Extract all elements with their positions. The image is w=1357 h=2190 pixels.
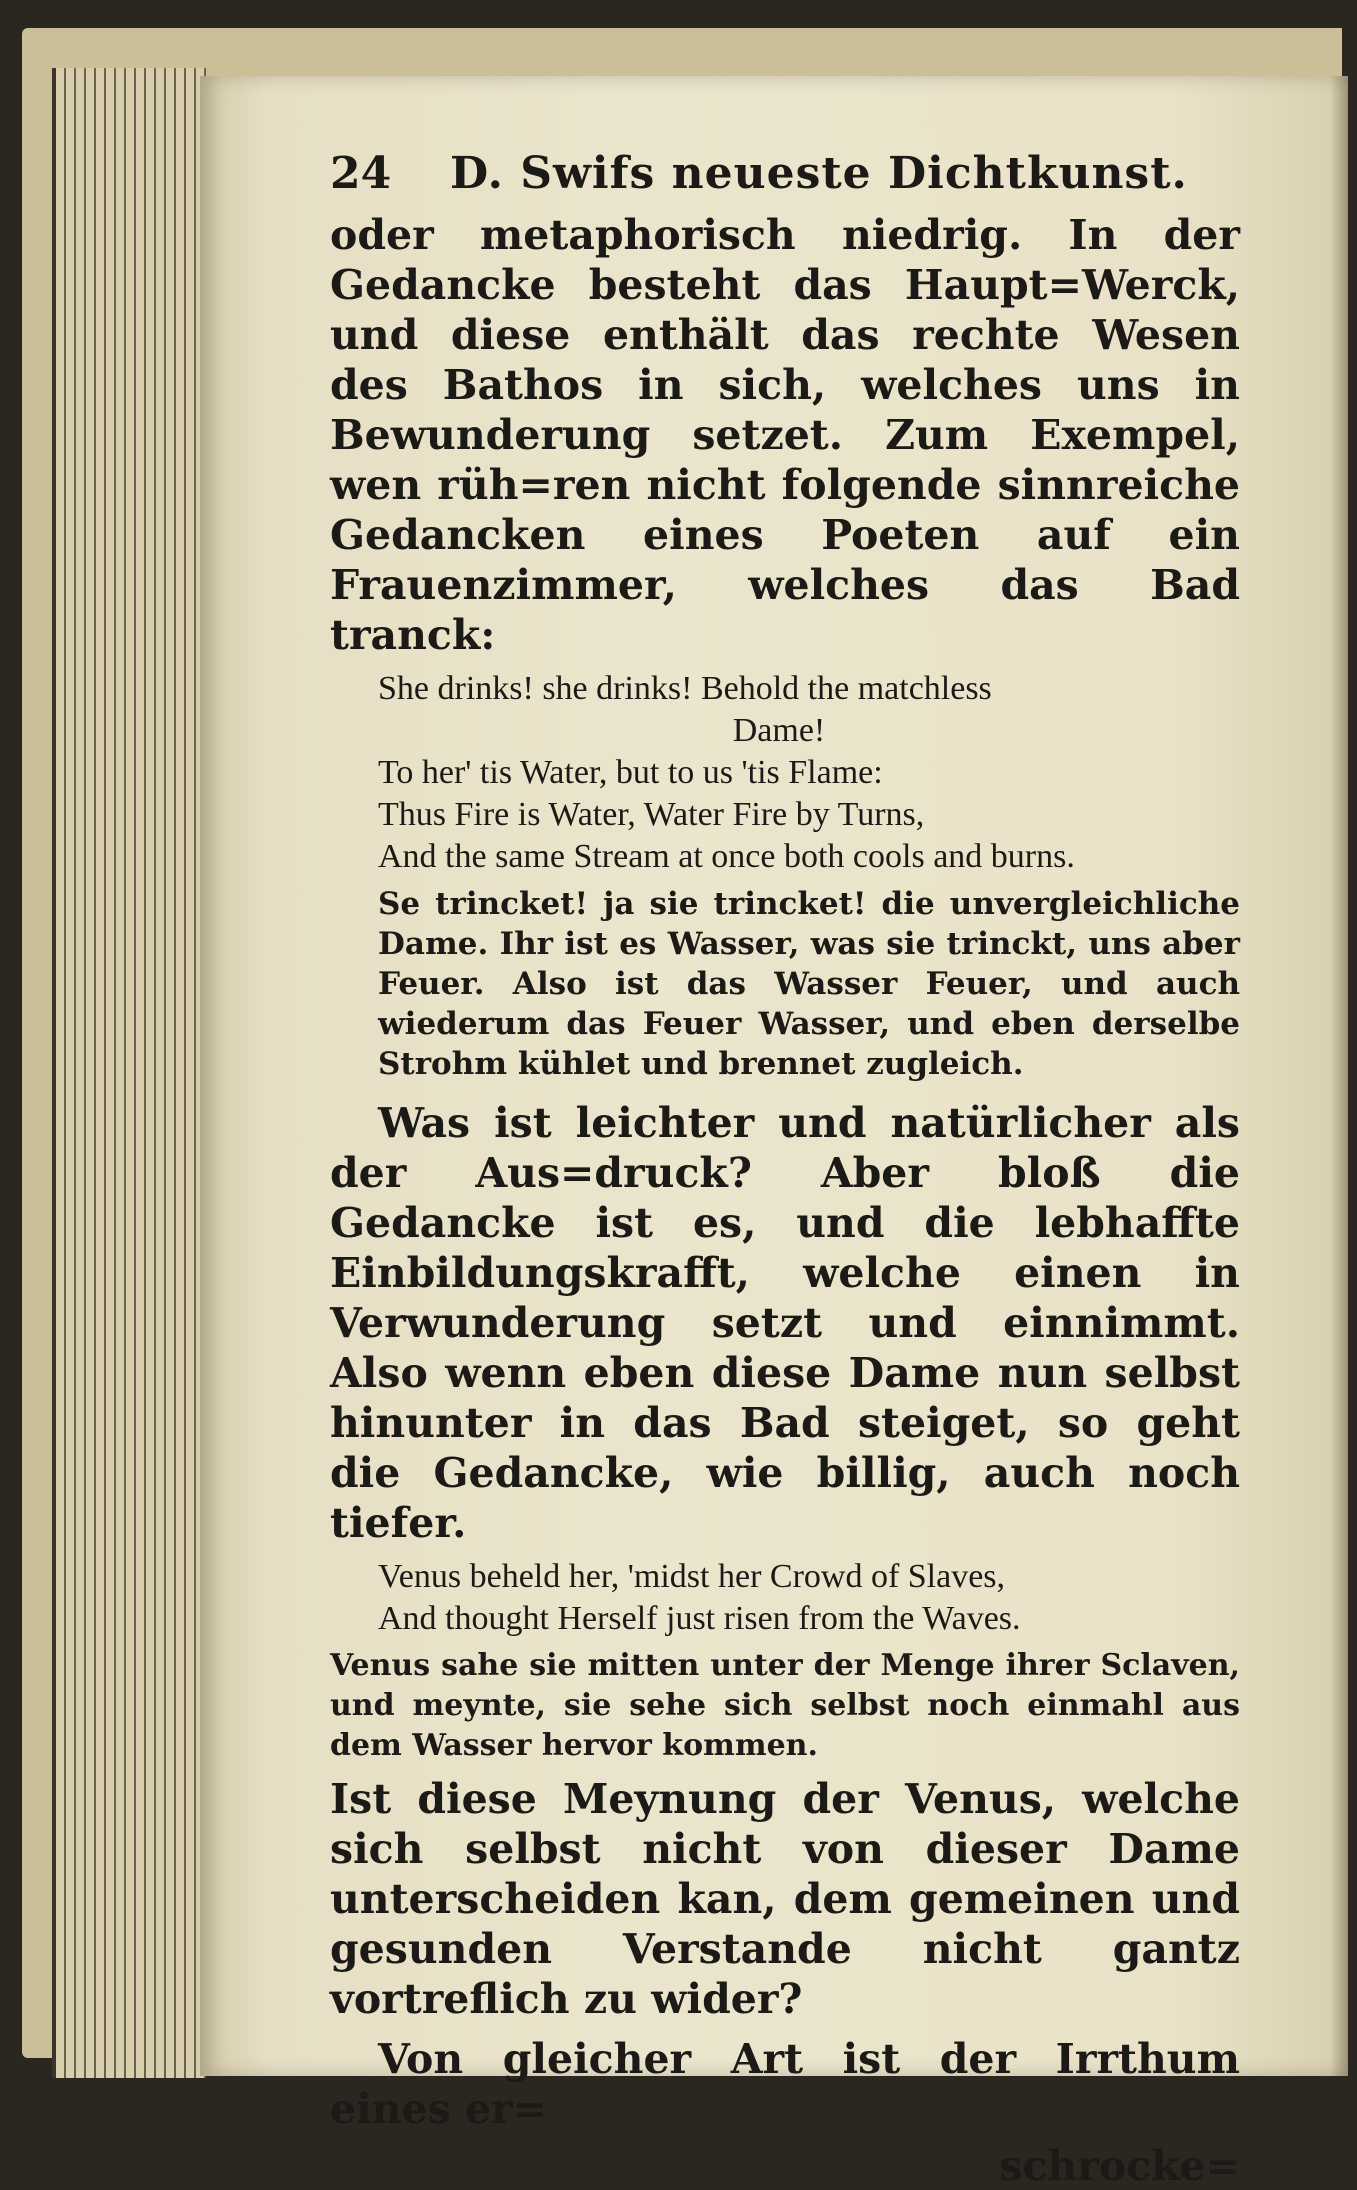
english-verse-2 <box>378 1556 1240 1640</box>
paragraph-2: Was ist leichter und natürlicher als der Aus=druck? Aber bloß die Gedancke ist es, und die lebhaffte Einbildungskrafft, welche einen in Verwunderung setzt und einnimmt. Also wenn eben diese Dame nun selbst hinunter in das Bad steiget, so geht die Gedancke, wie billig, auch noch tiefer. <box>330 1099 1240 1547</box>
page-edges <box>52 68 206 2078</box>
verse-line: And the same Stream at once both cools and burns. <box>378 838 1075 875</box>
gutter-shadow <box>1330 76 1348 2076</box>
verse-line: Thus Fire is Water, Water Fire by Turns, <box>378 796 925 833</box>
paragraph-3: Ist diese Meynung der Venus, welche sich selbst nicht von dieser Dame unterscheiden kan, dem gemeinen und gesunden Verstande nicht gantz vortreflich zu wider? <box>330 1775 1240 2023</box>
verse-line-continuation: Dame! <box>732 712 826 749</box>
english-verse-1 <box>378 668 1240 878</box>
paragraph-4: Von gleicher Art ist der Irrthum eines er= <box>330 2035 1240 2133</box>
verse-line: She drinks! she drinks! Behold the matchless <box>378 670 992 707</box>
verse-line: Venus beheld her, 'midst her Crowd of Slaves, <box>378 1558 1006 1595</box>
page-text <box>330 140 1240 2190</box>
running-header <box>330 140 1240 210</box>
paragraph-1: oder metaphorisch niedrig. In der Gedancke besteht das Haupt=Werck, und diese enthält das rechte Wesen des Bathos in sich, welches uns in Bewunderung setzet. Zum Exempel, wen rüh=ren nicht folgende sinnreiche Gedancken eines Poeten auf ein Frauenzimmer, welches das Bad tranck: <box>330 211 1240 659</box>
german-translation-2: Venus sahe sie mitten unter der Menge ihrer Sclaven, und meynte, sie sehe sich selbst noch einmahl aus dem Wasser hervor kommen. <box>330 1648 1240 1763</box>
german-translation-1: Se trincket! ja sie trincket! die unvergleichliche Dame. Ihr ist es Wasser, was sie trinckt, uns aber Feuer. Also ist das Wasser Feuer, und auch wiederum das Feuer Wasser, und eben derselbe Strohm kühlet und brennet zugleich. <box>378 886 1240 1082</box>
verse-line: To her' tis Water, but to us 'tis Flame: <box>378 754 883 791</box>
page-number: 24 <box>330 148 392 199</box>
catchword: schrocke= <box>999 2142 1240 2190</box>
verse-line: And thought Herself just risen from the Waves. <box>378 1600 1021 1637</box>
running-title: D. Swifs neueste Dichtkunst. <box>450 148 1188 199</box>
